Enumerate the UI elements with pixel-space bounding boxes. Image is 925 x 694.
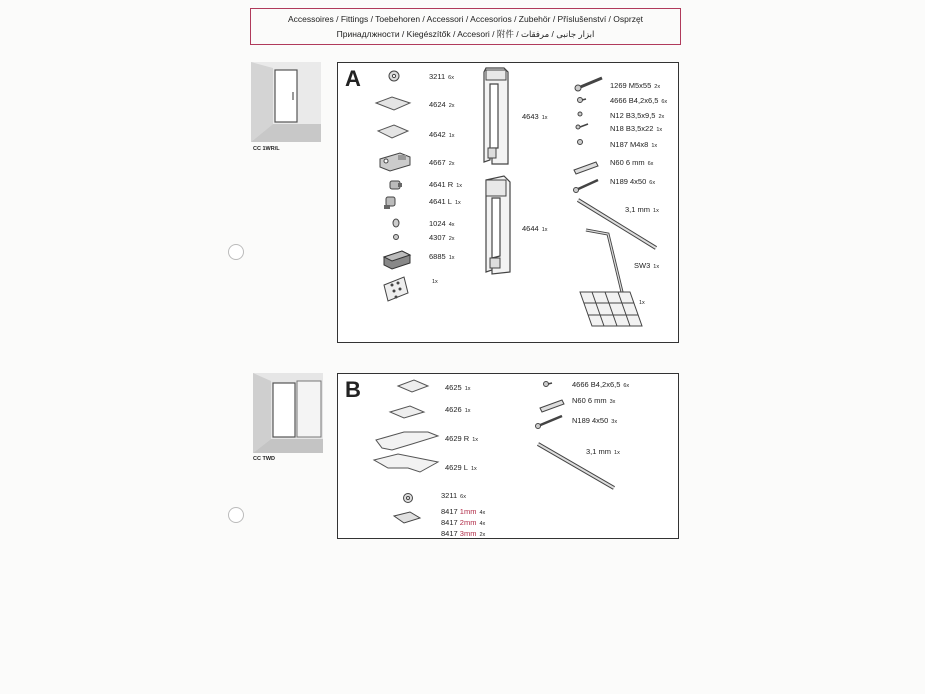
part-label-1024: 1024 4x [429, 219, 455, 228]
cap-icon [393, 219, 399, 227]
handle-label-4644: 4644 1x [522, 224, 548, 233]
punch-hole-2 [228, 507, 244, 523]
panel-a-left-parts [370, 65, 420, 305]
tile-grid-icon [580, 292, 642, 326]
title-line-1: Accessoires / Fittings / Toebehoren / Accessori / Accesorios / Zubehör / Příslušenství / Osprzęt [287, 14, 644, 24]
part-label-n12: N12 B3,5x9,5 2x [610, 111, 665, 120]
hinge-pin-right-icon [390, 181, 402, 189]
washer-icon [389, 71, 399, 81]
part-label-4624: 4624 2x [429, 100, 455, 109]
part-label-4629-r: 4629 R 1x [445, 434, 478, 443]
part-label-4666: 4666 B4,2x6,5 6x [610, 96, 668, 105]
shim-row: 8417 2mm 4x [441, 518, 486, 527]
bolt-icon [575, 78, 602, 91]
part-label-drill: 3,1 mm 1x [625, 205, 659, 214]
shower-door-thumbnail-1 [251, 62, 321, 142]
part-label-4629-l: 4629 L 1x [445, 463, 477, 472]
shower-door-thumbnail-2 [253, 373, 323, 453]
part-label-n18: N18 B3,5x22 1x [610, 124, 663, 133]
wall-plug-icon [540, 400, 564, 412]
part-label-n187: N187 M4x8 1x [610, 140, 658, 149]
block-icon [384, 251, 410, 269]
pad-icon [376, 97, 410, 110]
panel-b-right-parts [530, 376, 630, 496]
part-label-4641-r: 4641 R 1x [429, 180, 462, 189]
thumbnail-caption-2: CC TWD [253, 456, 275, 462]
part-label-4667: 4667 2x [429, 158, 455, 167]
panel-a-right-parts [560, 66, 670, 341]
part-label-n60: N60 6 mm 6x [610, 158, 654, 167]
pad-small-icon [390, 406, 424, 418]
part-label-4307: 4307 2x [429, 233, 455, 242]
panel-a-letter: A [345, 66, 361, 91]
bracket-icon [380, 153, 410, 171]
panel-b-letter: B [345, 377, 361, 402]
wood-screw-icon [536, 416, 563, 429]
pad-icon [398, 380, 428, 392]
handle-4643-icon [484, 68, 508, 164]
part-label-n189-b: N189 4x50 3x [572, 416, 618, 425]
part-label-template: 1x [432, 279, 438, 285]
thumbnail-caption-1: CC 1WR/L [253, 146, 280, 152]
handle-label-4643: 4643 1x [522, 112, 548, 121]
part-label-4626: 4626 1x [445, 405, 471, 414]
machine-screw-icon [578, 140, 583, 145]
small-washer-icon [394, 235, 399, 240]
fittings-title-box [250, 8, 681, 45]
screw-small-icon [578, 112, 582, 116]
hex-key-icon [586, 230, 622, 292]
part-label-3211-b: 3211 6x [441, 491, 466, 500]
part-label-1269: 1269 M5x55 2x [610, 81, 661, 90]
part-label-n189: N189 4x50 6x [610, 177, 656, 186]
screw-icon [578, 98, 587, 103]
part-label-tiles: 1x [639, 300, 645, 306]
template-sheet-icon [384, 277, 408, 301]
screw-long-icon [576, 124, 588, 129]
part-label-4642: 4642 1x [429, 130, 455, 139]
part-label-drill-b: 3,1 mm 1x [586, 447, 620, 456]
l-profile-right-icon [376, 432, 438, 450]
shim-list [441, 507, 485, 540]
hinge-pin-left-icon [384, 197, 395, 209]
washer-icon [404, 494, 413, 503]
part-label-4666-b: 4666 B4,2x6,5 6x [572, 380, 630, 389]
shim-icon [394, 512, 420, 523]
handle-4644-icon [486, 176, 510, 274]
panel-b-left-parts [368, 374, 448, 534]
l-profile-left-icon [374, 454, 438, 472]
pad-small-icon [378, 125, 408, 138]
shim-row: 8417 3mm 2x [441, 529, 486, 538]
title-line-2: Принадлжности / Kiegészítők / Accesori / 附件 / ابزار جانبی / مرفقات [336, 29, 595, 39]
part-label-sw3: SW3 1x [634, 261, 660, 270]
panel-a-handles [478, 62, 518, 287]
part-label-6885: 6885 1x [429, 252, 455, 261]
part-label-4625: 4625 1x [445, 383, 471, 392]
wall-plug-icon [574, 162, 598, 174]
part-label-n60-b: N60 6 mm 3x [572, 396, 616, 405]
punch-hole-1 [228, 244, 244, 260]
part-label-3211: 3211 6x [429, 72, 454, 81]
shim-row: 8417 1mm 4x [441, 507, 486, 516]
wood-screw-icon [574, 180, 599, 193]
part-label-4641-l: 4641 L 1x [429, 197, 461, 206]
screw-icon [544, 382, 553, 387]
